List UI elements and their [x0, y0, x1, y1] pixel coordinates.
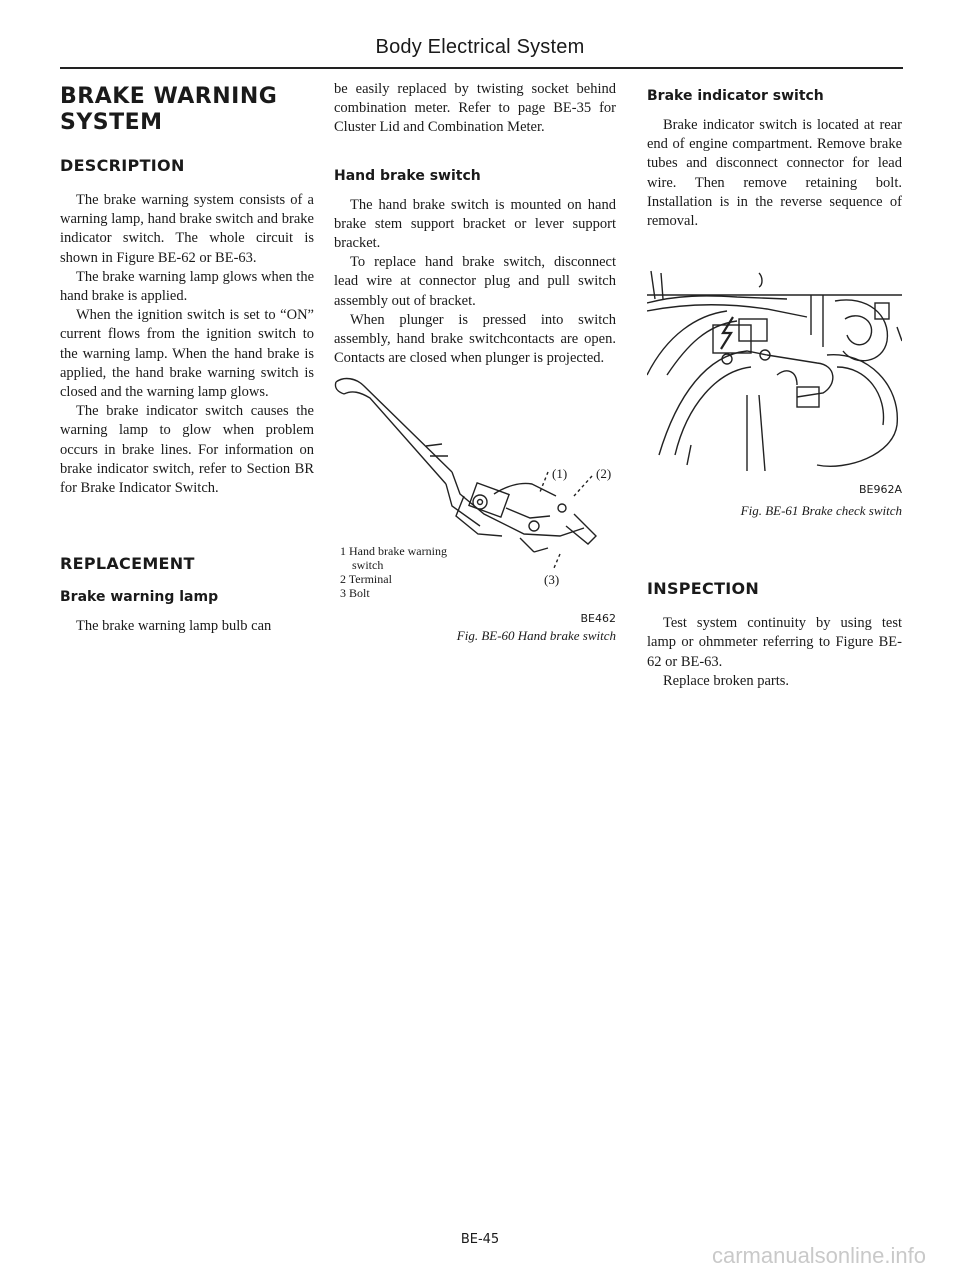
figure-caption: Fig. BE-60 Hand brake switch [456, 628, 616, 644]
figure-code: BE962A [858, 483, 902, 497]
column-1 [60, 80, 314, 636]
brake-check-switch-illustration [647, 255, 902, 475]
figure-caption: Fig. BE-61 Brake check switch [740, 503, 902, 519]
description-paragraph-4: The brake indicator switch causes the warning lamp to glow when problem occurs in brake lines. For information on brake indicator switch, refer to Section BR for Brake Indicator Switch. [60, 403, 314, 497]
brake-check-switch-figure [647, 255, 902, 521]
legend-item: 3 Bolt [340, 586, 370, 601]
page-header-title: Body Electrical System [375, 36, 585, 58]
inspection-paragraph-2: Replace broken parts. [663, 672, 790, 689]
inspection-paragraph-1: Test system continuity by using test lamp or ohmmeter referring to Figure BE-62 or BE-63. [647, 615, 902, 670]
section-title: BRAKE WARNING SYSTEM [60, 84, 278, 135]
header-rule [60, 67, 903, 69]
brake-indicator-switch-heading: Brake indicator switch [647, 88, 824, 104]
replacement-heading: REPLACEMENT [60, 554, 195, 574]
brake-warning-lamp-heading: Brake warning lamp [60, 589, 219, 606]
callout-2: (2) [596, 466, 612, 482]
column-2 [334, 80, 616, 644]
legend-item: 1 Hand brake warning [340, 544, 447, 559]
hand-brake-switch-figure [334, 376, 616, 644]
callout-1: (1) [552, 466, 568, 482]
page-number: BE-45 [460, 1232, 500, 1247]
indicator-paragraph: Brake indicator switch is located at rear end of engine compartment. Remove brake tubes and disconnect connector for lead wire. Then remove retaining bolt. Installation is in the reverse sequence of removal. [647, 117, 902, 230]
figure-code: BE462 [580, 612, 616, 626]
switch-paragraph-2: To replace hand brake switch, disconnect lead wire at connector plug and pull switch assembly out of bracket. [334, 254, 616, 309]
lamp-paragraph-continued: be easily replaced by twisting socket behind combination meter. Refer to page BE-35 for Cluster Lid and Combination Meter. [334, 81, 616, 136]
lamp-paragraph: The brake warning lamp bulb can [76, 618, 272, 635]
description-heading: DESCRIPTION [60, 156, 185, 175]
callout-3: (3) [544, 572, 560, 588]
description-paragraph-3: When the ignition switch is set to “ON” current flows from the ignition switch to the warning lamp. When the hand brake is applied, the hand brake warning switch is closed and the warning lamp glows. [60, 307, 314, 401]
description-paragraph-2: The brake warning lamp glows when the hand brake is applied. [60, 268, 314, 305]
switch-paragraph-3: When plunger is pressed into switch assembly, hand brake switchcontacts are open. Contacts are closed when plunger is projected. [334, 311, 616, 367]
switch-paragraph-1: The hand brake switch is mounted on hand brake stem support bracket or lever support bracket. [334, 196, 616, 252]
hand-brake-switch-heading: Hand brake switch [334, 167, 481, 184]
figure-legend [340, 544, 447, 600]
inspection-heading: INSPECTION [647, 579, 760, 599]
description-paragraph-1: The brake warning system consists of a warning lamp, hand brake switch and brake indicator switch. The whole circuit is shown in Figure BE-62 or BE-63. [60, 192, 314, 266]
watermark-text: carmanualsonline.info [711, 1243, 926, 1268]
legend-item: switch [340, 558, 384, 573]
legend-item: 2 Terminal [340, 572, 392, 587]
column-3 [647, 80, 902, 691]
